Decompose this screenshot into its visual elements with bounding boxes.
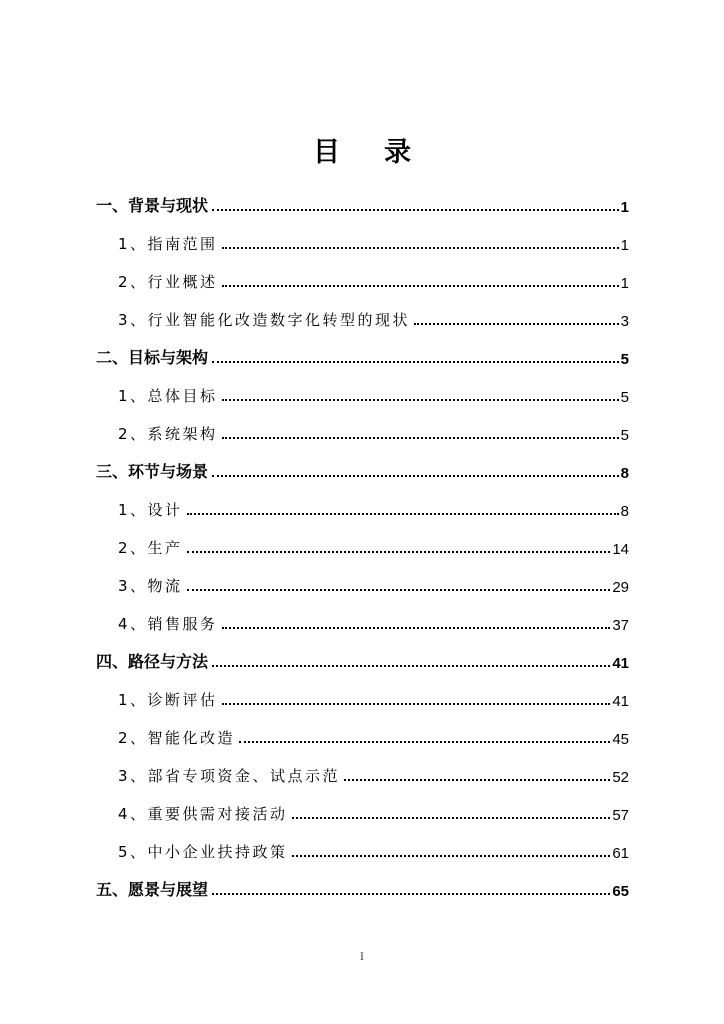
toc-page-number: 5 bbox=[620, 351, 629, 368]
toc-section[interactable] bbox=[118, 420, 629, 444]
toc-section[interactable] bbox=[118, 306, 629, 330]
toc-section[interactable] bbox=[118, 382, 629, 406]
toc-page-number: 1 bbox=[620, 237, 629, 254]
toc-section[interactable] bbox=[118, 610, 629, 634]
dot-leader bbox=[212, 209, 619, 211]
toc-section[interactable] bbox=[118, 230, 629, 254]
toc-page-number: 8 bbox=[620, 503, 629, 520]
toc-chapter[interactable] bbox=[96, 344, 629, 368]
toc-page-number: 5 bbox=[620, 427, 629, 444]
dot-leader bbox=[222, 437, 619, 439]
toc-entry-label: 五、愿景与展望 bbox=[96, 880, 209, 899]
toc-title: 目录 bbox=[313, 137, 455, 169]
toc-entry-label: 3、部省专项资金、试点示范 bbox=[118, 767, 341, 785]
dot-leader bbox=[187, 589, 611, 591]
toc-page-number: 1 bbox=[620, 199, 629, 216]
dot-leader bbox=[222, 285, 619, 287]
toc-entry-label: 3、行业智能化改造数字化转型的现状 bbox=[118, 311, 411, 329]
toc-entry-label: 2、智能化改造 bbox=[118, 729, 236, 747]
dot-leader bbox=[212, 361, 619, 363]
toc-entry-label: 4、销售服务 bbox=[118, 615, 218, 633]
toc-chapter[interactable] bbox=[96, 192, 629, 216]
dot-leader bbox=[292, 817, 611, 819]
dot-leader bbox=[292, 855, 611, 857]
toc-entry-label: 二、目标与架构 bbox=[96, 348, 209, 367]
dot-leader bbox=[222, 399, 619, 401]
dot-leader bbox=[414, 323, 619, 325]
toc-page-number: 1 bbox=[620, 275, 629, 292]
toc-page-number: 57 bbox=[612, 807, 629, 824]
toc-section[interactable] bbox=[118, 534, 629, 558]
toc-page-number: 3 bbox=[620, 313, 629, 330]
dot-leader bbox=[222, 627, 611, 629]
dot-leader bbox=[212, 475, 619, 477]
toc-page-number: 52 bbox=[612, 769, 629, 786]
toc-entry-label: 2、行业概述 bbox=[118, 273, 218, 291]
toc-entry-label: 2、生产 bbox=[118, 539, 183, 557]
toc-section[interactable] bbox=[118, 838, 629, 862]
toc-entry-label: 4、重要供需对接活动 bbox=[118, 805, 288, 823]
toc-page-number: 8 bbox=[620, 465, 629, 482]
toc-entry-label: 1、诊断评估 bbox=[118, 691, 218, 709]
toc-page-number: 65 bbox=[612, 883, 629, 900]
toc-section[interactable] bbox=[118, 686, 629, 710]
dot-leader bbox=[187, 513, 619, 515]
toc-section[interactable] bbox=[118, 496, 629, 520]
toc-entry-label: 1、指南范围 bbox=[118, 235, 218, 253]
toc-chapter[interactable] bbox=[96, 648, 629, 672]
toc-entry-label: 1、总体目标 bbox=[118, 387, 218, 405]
toc-section[interactable] bbox=[118, 572, 629, 596]
dot-leader bbox=[222, 703, 611, 705]
toc-section[interactable] bbox=[118, 800, 629, 824]
toc-page-number: 45 bbox=[612, 731, 629, 748]
toc-page-number: 5 bbox=[620, 389, 629, 406]
toc-page-number: 61 bbox=[612, 845, 629, 862]
dot-leader bbox=[222, 247, 619, 249]
toc-entry-label: 2、系统架构 bbox=[118, 425, 218, 443]
toc-page-number: 14 bbox=[612, 541, 629, 558]
toc-section[interactable] bbox=[118, 268, 629, 292]
toc-page-number: 41 bbox=[612, 655, 629, 672]
toc-chapter[interactable] bbox=[96, 458, 629, 482]
toc-entry-label: 3、物流 bbox=[118, 577, 183, 595]
page-footer-number: I bbox=[360, 952, 364, 963]
toc-entry-label: 一、背景与现状 bbox=[96, 196, 209, 215]
toc-page-number: 29 bbox=[612, 579, 629, 596]
dot-leader bbox=[212, 893, 610, 895]
dot-leader bbox=[239, 741, 610, 743]
toc-section[interactable] bbox=[118, 762, 629, 786]
toc-page-number: 37 bbox=[612, 617, 629, 634]
toc-entry-label: 四、路径与方法 bbox=[96, 652, 209, 671]
toc-page-number: 41 bbox=[612, 693, 629, 710]
dot-leader bbox=[212, 665, 610, 667]
toc-entry-label: 三、环节与场景 bbox=[96, 462, 209, 481]
toc-chapter[interactable] bbox=[96, 876, 629, 900]
toc-entry-label: 1、设计 bbox=[118, 501, 183, 519]
toc-section[interactable] bbox=[118, 724, 629, 748]
dot-leader bbox=[344, 779, 610, 781]
toc-entry-label: 5、中小企业扶持政策 bbox=[118, 843, 288, 861]
dot-leader bbox=[187, 551, 611, 553]
